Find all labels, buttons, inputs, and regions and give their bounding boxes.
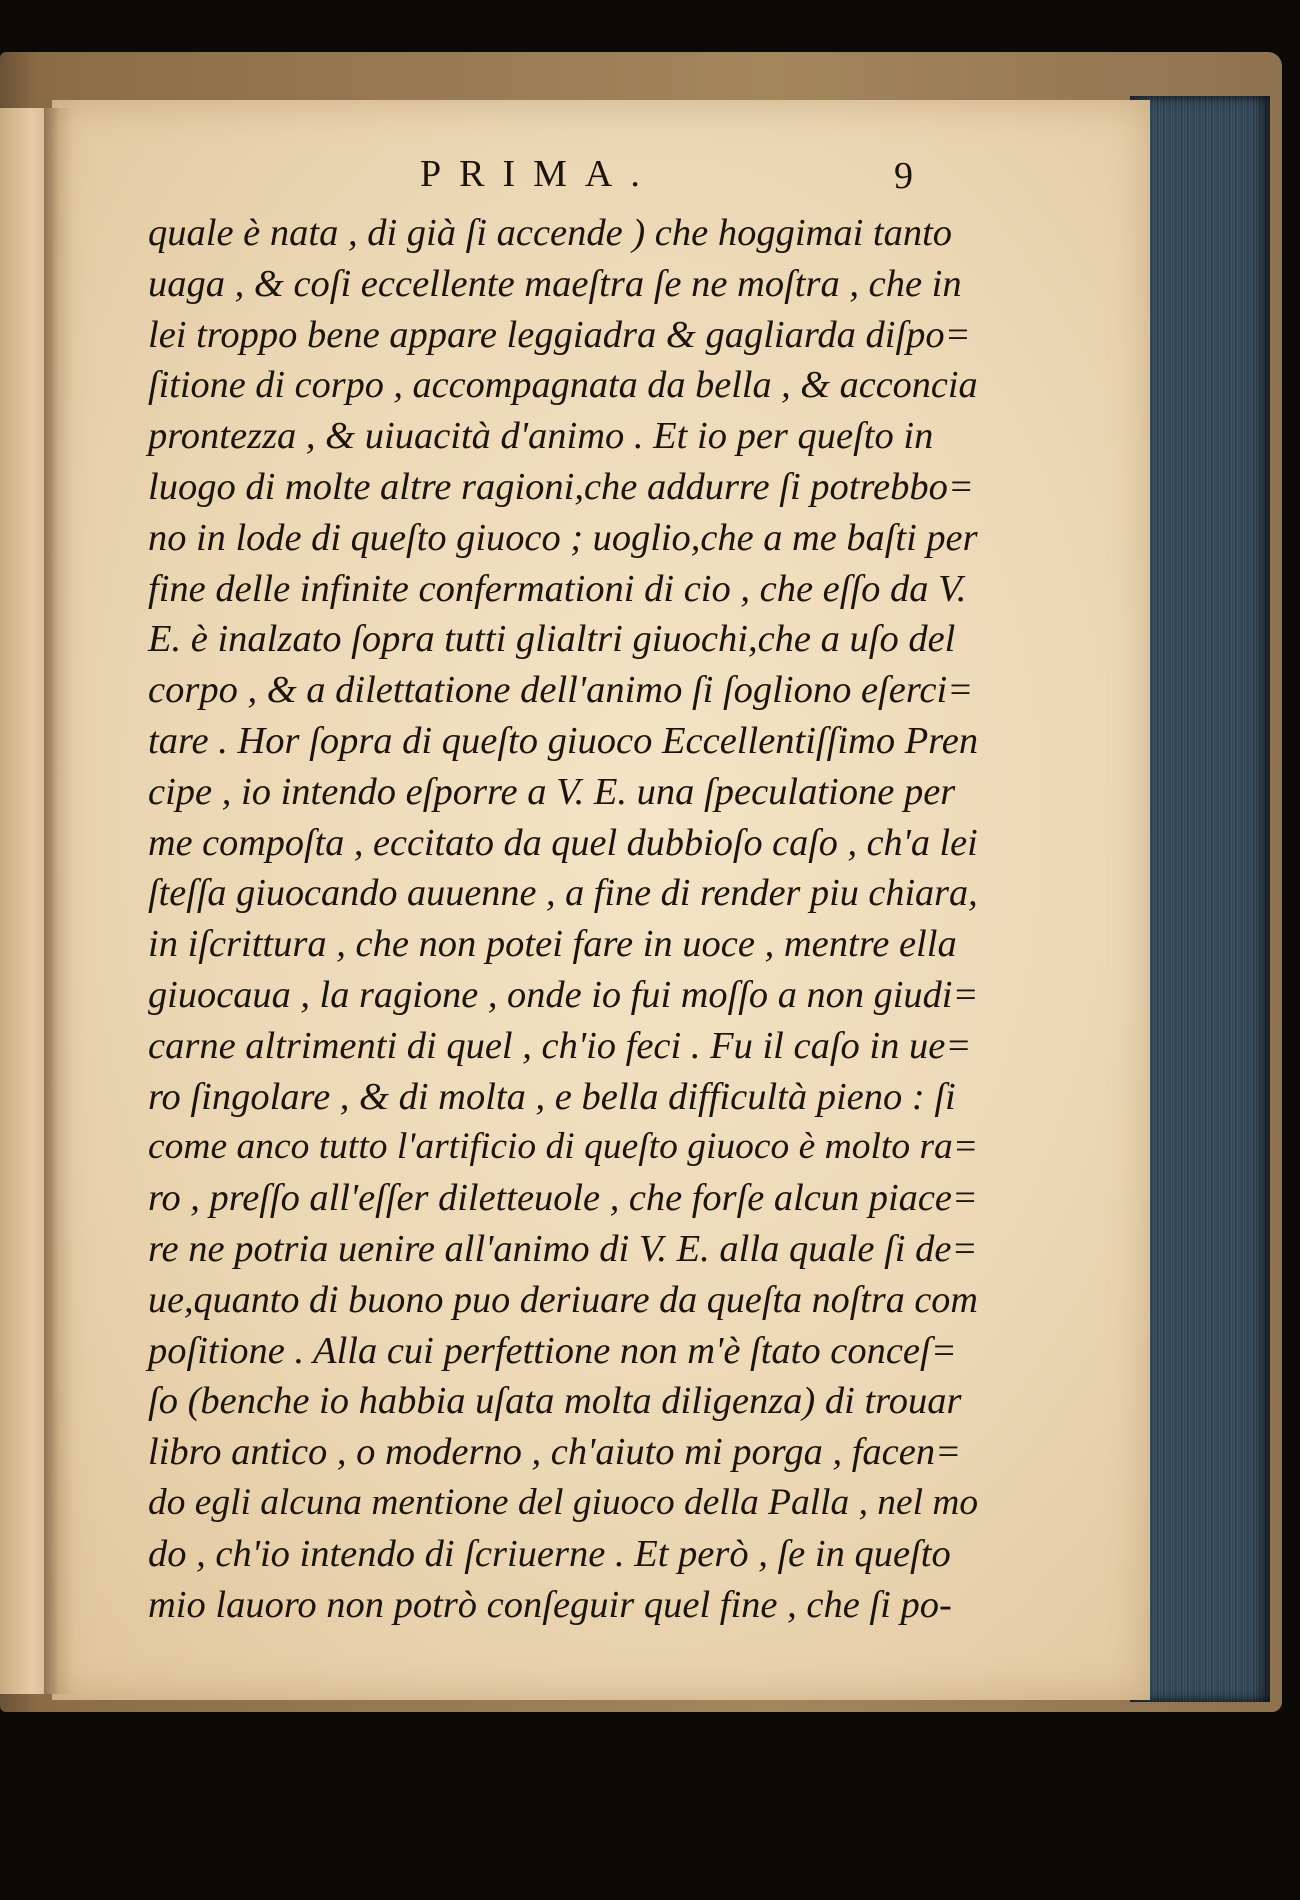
text-line: ſteſſa giuocando auuenne , a fine di render piu chiara, <box>148 872 978 915</box>
text-line: prontezza , & uiuacità d'animo . Et io per queſto in <box>148 415 934 458</box>
text-line: mio lauoro non potrò conſeguir quel fine , che ſi po- <box>148 1583 952 1626</box>
page-text-block <box>148 152 978 1630</box>
text-line: libro antico , o moderno , ch'aiuto mi porga , facen= <box>148 1431 962 1474</box>
text-line: ſo (benche io habbia uſata molta diligenza) di trouar <box>148 1380 962 1423</box>
text-line: do egli alcuna mentione del giuoco della Palla , nel mo <box>148 1481 979 1523</box>
text-line: come anco tutto l'artificio di queſto giuoco è molto ra= <box>148 1126 979 1168</box>
text-line: cipe , io intendo eſporre a V. E. una ſpeculatione per <box>148 770 956 813</box>
running-title: PRIMA. <box>420 153 658 195</box>
text-line: ue,quanto di buono puo deriuare da queſta noſtra com <box>148 1278 978 1321</box>
text-line: uaga , & coſi eccellente maeſtra ſe ne moſtra , che in <box>148 262 962 305</box>
text-line: ro ſingolare , & di molta , e bella difficultà pieno : ſi <box>148 1075 956 1118</box>
text-line: no in lode di queſto giuoco ; uoglio,che a me baſti per <box>148 516 978 559</box>
text-line: E. è inalzato ſopra tutti glialtri giuochi,che a uſo del <box>148 618 956 661</box>
text-line: corpo , & a dilettatione dell'animo ſi ſogliono eſerci= <box>148 669 974 712</box>
text-line: re ne potria uenire all'animo di V. E. alla quale ſi de= <box>148 1227 978 1270</box>
text-line: ſitione di corpo , accompagnata da bella , & acconcia <box>148 364 978 407</box>
running-head <box>148 152 978 208</box>
text-line: poſitione . Alla cui perfettione non m'è ſtato conceſ= <box>148 1329 957 1372</box>
text-line: me compoſta , eccitato da quel dubbioſo caſo , ch'a lei <box>148 821 978 864</box>
text-line: luogo di molte altre ragioni,che addurre ſi potrebbo= <box>148 465 974 508</box>
text-line: giuocaua , la ragione , onde io fui moſſo a non giudi= <box>148 973 979 1016</box>
book-gutter <box>44 108 74 1694</box>
page-edges <box>1130 96 1270 1702</box>
page-number: 9 <box>894 155 913 197</box>
text-line: in iſcrittura , che non potei fare in uoce , mentre ella <box>148 923 957 966</box>
body-text <box>148 208 978 1630</box>
text-line: quale è nata , di già ſi accende ) che hoggimai tanto <box>148 212 953 254</box>
text-line: do , ch'io intendo di ſcriuerne . Et però , ſe in queſto <box>148 1532 951 1575</box>
text-line: fine delle infinite confermationi di cio , che eſſo da V. <box>148 567 967 610</box>
text-line: carne altrimenti di quel , ch'io feci . Fu il caſo in ue= <box>148 1024 972 1067</box>
text-line: lei troppo bene appare leggiadra & gagliarda diſpo= <box>148 313 971 356</box>
text-line: tare . Hor ſopra di queſto giuoco Eccellentiſſimo Pren <box>148 719 979 762</box>
text-line: ro , preſſo all'eſſer diletteuole , che forſe alcun piace= <box>148 1177 978 1220</box>
